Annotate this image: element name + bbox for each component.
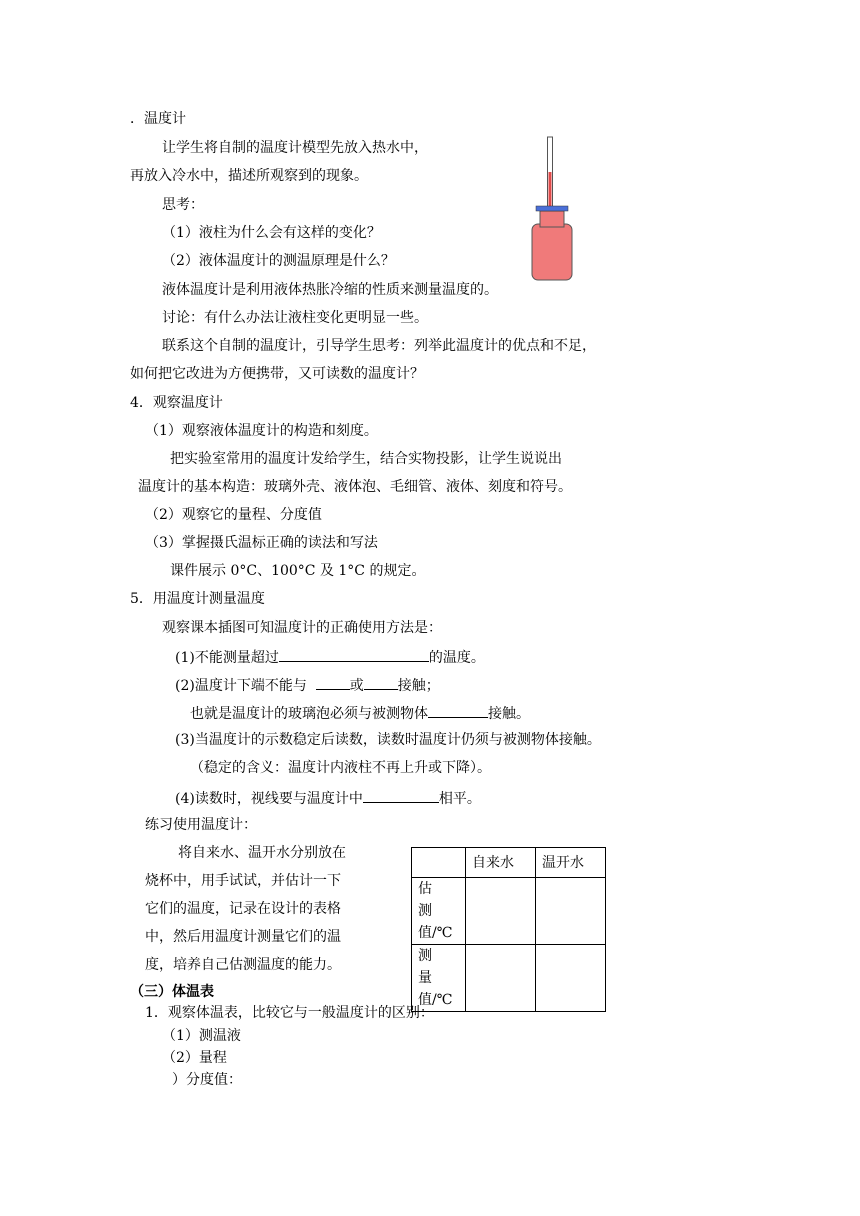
table-cell bbox=[466, 945, 536, 1012]
text-line: （1）测温液 bbox=[162, 1028, 241, 1044]
answer-blank bbox=[428, 703, 488, 718]
text-line: 1．观察体温表，比较它与一般温度计的区别： bbox=[145, 1005, 434, 1021]
section-title-body-thermometer: （三）体温表 bbox=[130, 984, 214, 1000]
text-segment: 也就是温度计的玻璃泡必须与被测物体 bbox=[190, 706, 428, 722]
row-label-measured bbox=[412, 945, 466, 1012]
text-line: ）分度值： bbox=[172, 1072, 242, 1088]
text-line: 练习使用温度计： bbox=[145, 817, 257, 833]
answer-blank bbox=[364, 675, 398, 690]
text-line: 将自来水、温开水分别放在 bbox=[178, 845, 346, 861]
text-line: 联系这个自制的温度计，引导学生思考：列举此温度计的优点和不足， bbox=[162, 338, 596, 354]
text-line: 观察课本插图可知温度计的正确使用方法是： bbox=[162, 620, 442, 636]
answer-blank bbox=[316, 675, 350, 690]
text-line: 温度计的基本构造：玻璃外壳、液体泡、毛细管、液体、刻度和符号。 bbox=[138, 479, 572, 495]
text-line: 让学生将自制的温度计模型先放入热水中， bbox=[162, 140, 428, 156]
text-line: 课件展示 0°C、100°C 及 1°C 的规定。 bbox=[170, 563, 426, 579]
bottle-cap bbox=[536, 206, 568, 211]
text-line: 度，培养自己估测温度的能力。 bbox=[145, 957, 341, 973]
fill-line-4 bbox=[175, 788, 481, 808]
text-line: （1）液柱为什么会有这样的变化？ bbox=[162, 225, 381, 241]
row-label-top: 估测 bbox=[418, 881, 442, 919]
table-row bbox=[412, 878, 606, 945]
row-label-bottom: 值/℃ bbox=[418, 925, 453, 941]
text-line: （2）量程 bbox=[162, 1050, 227, 1066]
text-line: 如何把它改进为方便携带，又可读数的温度计？ bbox=[130, 366, 424, 382]
table-cell bbox=[536, 878, 606, 945]
text-line: （2）观察它的量程、分度值 bbox=[145, 507, 322, 523]
section-title-measure: 5．用温度计测量温度 bbox=[130, 591, 265, 607]
answer-blank bbox=[363, 788, 439, 803]
text-segment: 接触。 bbox=[488, 706, 530, 722]
text-line: (3)当温度计的示数稳定后读数，读数时温度计仍须与被测物体接触。 bbox=[175, 732, 601, 748]
text-line: 把实验室常用的温度计发给学生，结合实物投影，让学生说说出 bbox=[170, 451, 562, 467]
table-cell bbox=[466, 878, 536, 945]
text-line: 中，然后用温度计测量它们的温 bbox=[145, 929, 341, 945]
table-row bbox=[412, 945, 606, 1012]
text-line: （稳定的含义：温度计内液柱不再上升或下降）。 bbox=[190, 760, 491, 776]
fill-line-3 bbox=[190, 703, 530, 723]
text-line: （1）观察液体温度计的构造和刻度。 bbox=[145, 423, 378, 439]
text-segment: (4)读数时，视线要与温度计中 bbox=[175, 791, 363, 807]
text-line: （3）掌握摄氏温标正确的读法和写法 bbox=[145, 535, 378, 551]
text-line: 再放入冷水中，描述所观察到的现象。 bbox=[130, 168, 368, 184]
table-cell bbox=[536, 945, 606, 1012]
text-line: 它们的温度，记录在设计的表格 bbox=[145, 901, 341, 917]
row-label-bottom: 值/℃ bbox=[418, 992, 453, 1008]
section-title-thermometer: ．温度计 bbox=[130, 111, 186, 127]
text-line: 烧杯中，用手试试，并估计一下 bbox=[145, 873, 341, 889]
section-title-observe: 4．观察温度计 bbox=[130, 395, 223, 411]
row-label-estimate bbox=[412, 878, 466, 945]
table-header-cell: 自来水 bbox=[466, 848, 536, 878]
table-header-cell: 温开水 bbox=[536, 848, 606, 878]
table-header-cell bbox=[412, 848, 466, 878]
bottle-neck bbox=[540, 211, 564, 227]
text-segment: (1)不能测量超过 bbox=[175, 650, 279, 666]
measurement-table bbox=[411, 847, 606, 1012]
text-line: 液体温度计是利用液体热胀冷缩的性质来测量温度的。 bbox=[162, 282, 498, 298]
row-label-top: 测量 bbox=[418, 948, 442, 986]
text-line: 讨论：有什么办法让液柱变化更明显一些。 bbox=[162, 310, 428, 326]
text-segment: 的温度。 bbox=[428, 650, 485, 666]
fill-line-1 bbox=[175, 647, 485, 667]
answer-blank bbox=[279, 647, 429, 662]
fill-line-2 bbox=[175, 675, 440, 695]
text-segment: 或 bbox=[349, 678, 364, 694]
text-segment: 接触； bbox=[397, 678, 440, 694]
text-line: 思考： bbox=[162, 197, 204, 213]
thermometer-model-illustration bbox=[524, 134, 580, 284]
table-header-row bbox=[412, 848, 606, 878]
text-segment: 相平。 bbox=[438, 791, 481, 807]
text-segment: (2)温度计下端不能与 bbox=[175, 678, 307, 694]
bottle-body bbox=[532, 224, 572, 280]
text-line: （2）液体温度计的测温原理是什么？ bbox=[162, 253, 395, 269]
